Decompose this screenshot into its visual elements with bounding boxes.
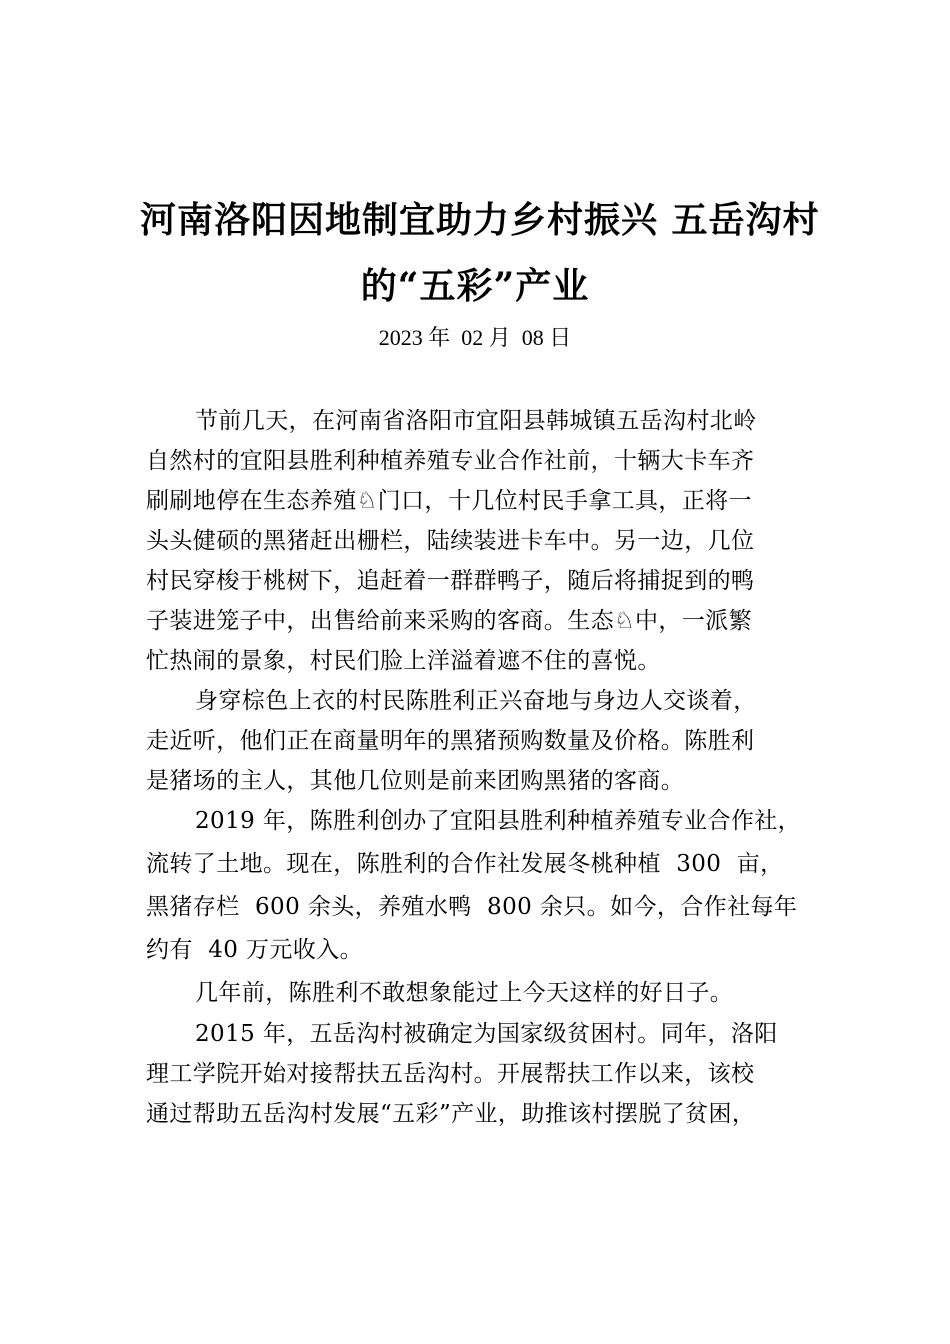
paragraph-line: 黑猪存栏 600 余头，养殖水鸭 800 余只。如今，合作社每年 bbox=[146, 894, 798, 920]
paragraph-line: 子装进笼子中，出售给前来采购的客商。生态♘中，一派繁 bbox=[146, 608, 753, 634]
paragraph-line: 2015 年，五岳沟村被确定为国家级贫困村。同年，洛阳 bbox=[195, 1021, 778, 1047]
article-title-line-1: 河南洛阳因地制宜助力乡村振兴 五岳沟村 bbox=[140, 199, 820, 241]
paragraph-line: 村民穿梭于桃树下，追赶着一群群鸭子，随后将捕捉到的鸭 bbox=[146, 568, 755, 594]
paragraph-line: 几年前，陈胜利不敢想象能过上今天这样的好日子。 bbox=[195, 980, 734, 1006]
paragraph-line: 流转了土地。现在，陈胜利的合作社发展冬桃种植 300 亩， bbox=[146, 851, 784, 877]
paragraph-line: 头头健硕的黑猪赶出栅栏，陆续装进卡车中。另一边，几位 bbox=[146, 528, 755, 554]
paragraph-line: 理工学院开始对接帮扶五岳沟村。开展帮扶工作以来，该校 bbox=[146, 1061, 755, 1087]
paragraph-line: 2019 年，陈胜利创办了宜阳县胜利种植养殖专业合作社， bbox=[195, 808, 802, 834]
paragraph-line: 是猪场的主人，其他几位则是前来团购黑猪的客商。 bbox=[146, 768, 685, 794]
paragraph-line: 刷刷地停在生态养殖♘门口，十几位村民手拿工具，正将一 bbox=[146, 488, 753, 514]
paragraph-line: 自然村的宜阳县胜利种植养殖专业合作社前，十辆大卡车齐 bbox=[146, 448, 755, 474]
paragraph-line: 忙热闹的景象，村民们脸上洋溢着遮不住的喜悦。 bbox=[146, 648, 661, 674]
paragraph-line: 通过帮助五岳沟村发展“五彩”产业，助推该村摆脱了贫困， bbox=[146, 1101, 756, 1127]
article-title-line-2: 的“五彩”产业 bbox=[360, 265, 590, 307]
paragraph-line: 约有 40 万元收入。 bbox=[146, 937, 363, 963]
article-date: 2023 年 02 月 08 日 bbox=[378, 325, 572, 350]
paragraph-line: 身穿棕色上衣的村民陈胜利正兴奋地与身边人交谈着， bbox=[195, 688, 757, 714]
paragraph-line: 节前几天，在河南省洛阳市宜阳县韩城镇五岳沟村北岭 bbox=[195, 408, 757, 434]
paragraph-line: 走近听，他们正在商量明年的黑猪预购数量及价格。陈胜利 bbox=[146, 728, 755, 754]
